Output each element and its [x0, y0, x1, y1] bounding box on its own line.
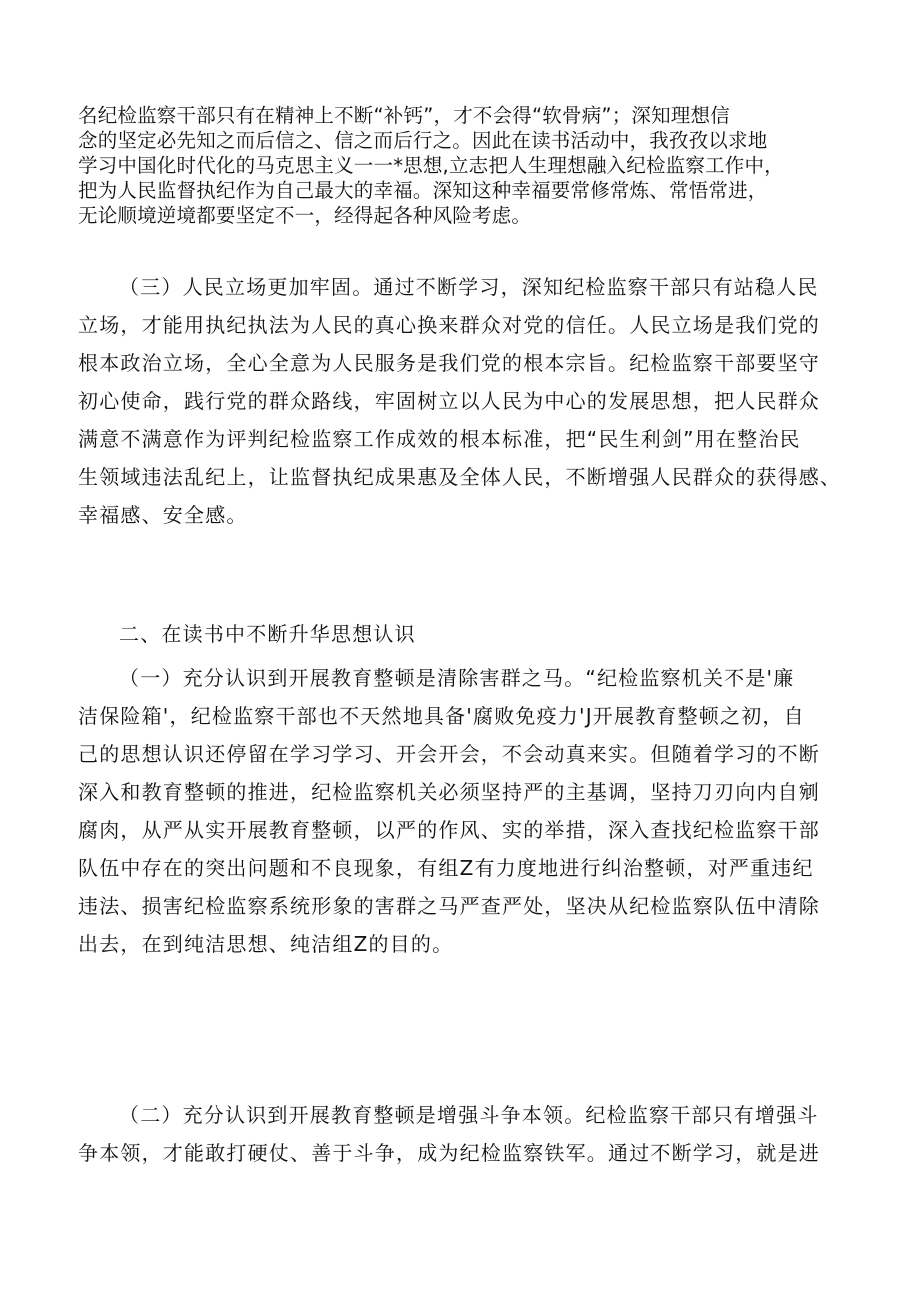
text-line: 洁保险箱'，纪检监察干部也不天然地具备'腐败免疫力'J开展教育整顿之初，自	[78, 704, 805, 728]
text-line: （二）充分认识到开展教育整顿是增强斗争本领。纪检监察干部只有增强斗	[119, 1103, 819, 1127]
text-line: 腐肉，从严从实开展教育整顿，以严的作风、实的举措，深入查找纪检监察干部	[78, 818, 820, 842]
text-line: 把为人民监督执纪作为自己最大的幸福。深知这种幸福要常修常炼、常悟常进，	[78, 179, 768, 202]
text-line: 名纪检监察干部只有在精神上不断“补钙”，才不会得“软骨病”；深知理想信	[78, 104, 730, 127]
text-line: 满意不满意作为评判纪检监察工作成效的根本标准，把“民生利剑”用在整治民	[78, 427, 801, 451]
text-line: 生领域违法乱纪上，让监督执纪成果惠及全体人民，不断增强人民群众的获得感、	[78, 465, 842, 489]
section-2-2-paragraph	[78, 1096, 868, 1172]
text-line: 队伍中存在的突出问题和不良现象，有组Z有力度地进行纠治整顿，对严重违纪	[78, 856, 814, 880]
text-line: 无论顺境逆境都要坚定不一，经得起各种风险考虑。	[78, 204, 532, 227]
text-line: 出去，在到纯洁思想、纯洁组Z的目的。	[78, 932, 454, 956]
heading-text: 二、在读书中不断升华思想认识	[119, 622, 416, 646]
section-heading	[78, 615, 868, 653]
text-line: 立场，才能用执纪执法为人民的真心换来群众对党的信任。人民立场是我们党的	[78, 313, 820, 337]
text-line: 深入和教育整顿的推进，纪检监察机关必须坚持严的主基调，坚持刀刃向内自剜	[78, 780, 820, 804]
text-line: 学习中国化时代化的马克思主义一一*思想,立志把人生理想融入纪检监察工作中，	[78, 154, 784, 177]
text-line: 初心使命，践行党的群众路线，牢固树立以人民为中心的发展思想，把人民群众	[78, 389, 820, 413]
text-line: 争本领，才能敢打硬仗、善于斗争，成为纪检监察铁军。通过不断学习，就是进	[78, 1141, 820, 1165]
text-line: 念的坚定必先知之而后信之、信之而后行之。因此在读书活动中，我孜孜以求地	[78, 129, 768, 152]
text-line: （三）人民立场更加牢固。通过不断学习，深知纪检监察干部只有站稳人民	[119, 275, 819, 299]
text-line: 幸福感、安全感。	[78, 503, 248, 527]
continuation-paragraph	[78, 103, 858, 228]
section-3-paragraph	[78, 268, 868, 534]
text-line: 违法、损害纪检监察系统形象的害群之马严查严处，坚决从纪检监察队伍中清除	[78, 894, 820, 918]
text-line: 根本政治立场，全心全意为人民服务是我们党的根本宗旨。纪检监察干部要坚守	[78, 351, 820, 375]
text-line: （一）充分认识到开展教育整顿是清除害群之马。“纪检监察机关不是'廉	[119, 666, 795, 690]
text-line: 己的思想认识还停留在学习学习、开会开会，不会动真来实。但随着学习的不断	[78, 742, 820, 766]
section-2-1-paragraph	[78, 659, 868, 963]
